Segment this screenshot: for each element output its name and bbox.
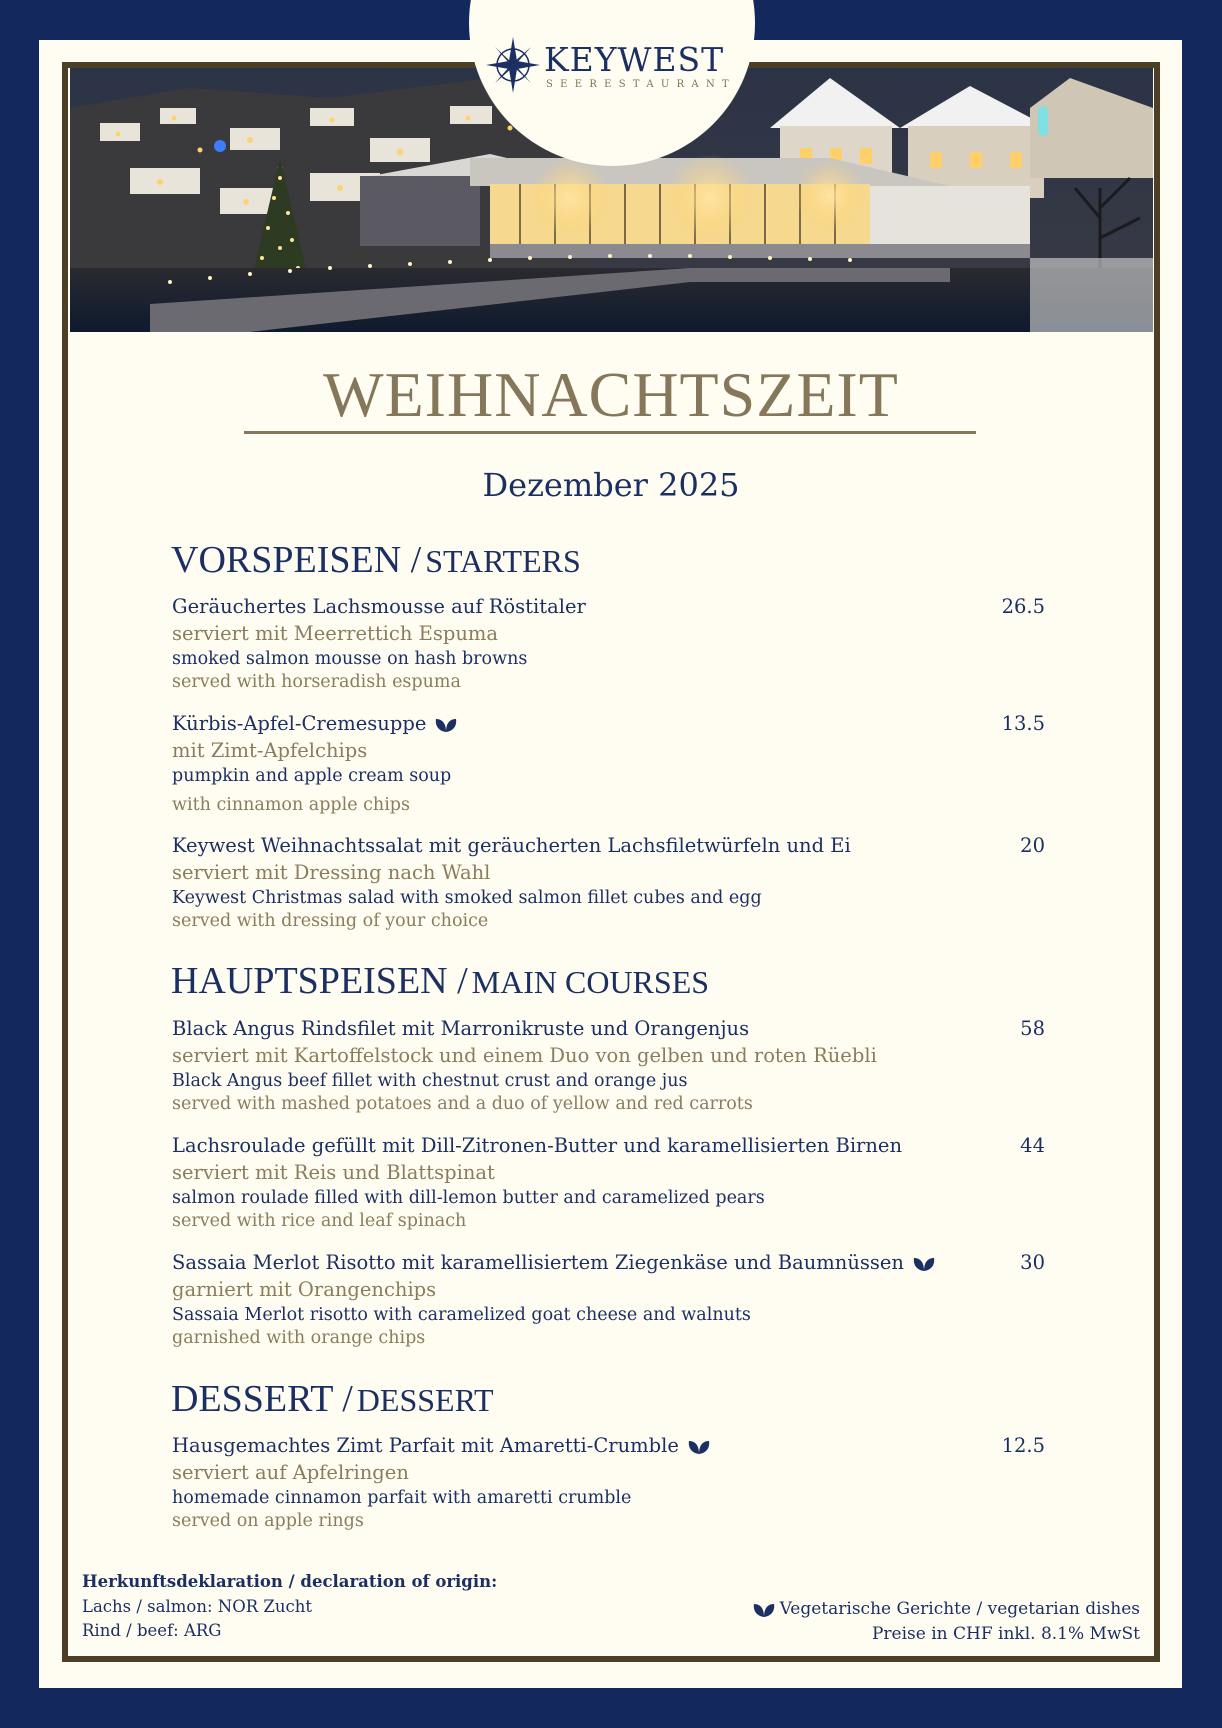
item-desc-en: with cinnamon apple chips (172, 795, 410, 815)
item-price: 12.5 (1001, 1434, 1045, 1457)
item-name-en: pumpkin and apple cream soup (172, 766, 452, 786)
item-desc-en: served with dressing of your choice (172, 911, 489, 931)
item-name-de-row (172, 712, 458, 735)
item-price: 13.5 (1001, 712, 1045, 735)
vegetarian-leaf-icon (434, 717, 458, 733)
item-desc-en: served with horseradish espuma (172, 672, 461, 692)
origin-line: Rind / beef: ARG (82, 1621, 222, 1640)
item-desc-de: mit Zimt-Apfelchips (172, 739, 368, 762)
vegetarian-leaf-icon (687, 1439, 711, 1455)
item-desc-de: serviert mit Dressing nach Wahl (172, 861, 491, 884)
section-heading-dessert (171, 1377, 494, 1421)
vegetarian-legend-row (752, 1597, 1140, 1622)
brand-tagline: SEERESTAURANT (546, 79, 736, 90)
section-heading-en: MAIN COURSES (471, 964, 710, 1000)
item-price: 44 (1020, 1134, 1045, 1157)
item-name-de: Keywest Weihnachtssalat mit geräucherten Lachsfiletwürfeln und Ei (172, 834, 851, 857)
item-name-de: Sassaia Merlot Risotto mit karamellisiertem Ziegenkäse und Baumnüssen (172, 1251, 904, 1274)
compass-rose-icon (484, 34, 542, 96)
item-desc-de: serviert mit Meerrettich Espuma (172, 622, 498, 645)
item-desc-de: serviert mit Reis und Blattspinat (172, 1161, 495, 1184)
item-name-de: Black Angus Rindsfilet mit Marronikruste und Orangenjus (172, 1017, 750, 1040)
section-heading-starters (171, 538, 581, 582)
brand-name: KEYWEST (544, 40, 725, 79)
item-desc-de: serviert mit Kartoffelstock und einem Duo von gelben und roten Rüebli (172, 1044, 877, 1067)
item-name-en: smoked salmon mousse on hash browns (172, 649, 528, 669)
item-name-en: Black Angus beef fillet with chestnut crust and orange jus (172, 1071, 688, 1091)
section-heading-main-courses (171, 959, 709, 1003)
item-desc-en: served with mashed potatoes and a duo of yellow and red carrots (172, 1094, 753, 1114)
price-note: Preise in CHF inkl. 8.1% MwSt (871, 1624, 1140, 1644)
footer-legend (752, 1597, 1140, 1647)
menu-title: WEIHNACHTSZEIT (323, 359, 899, 430)
item-desc-de: garniert mit Orangenchips (172, 1278, 437, 1301)
item-desc-de: serviert auf Apfelringen (172, 1461, 409, 1484)
item-name-en: homemade cinnamon parfait with amaretti crumble (172, 1488, 632, 1508)
section-heading-en: DESSERT (356, 1382, 494, 1418)
menu-subtitle: Dezember 2025 (482, 466, 740, 504)
item-desc-en: garnished with orange chips (172, 1328, 426, 1348)
item-price: 30 (1020, 1251, 1045, 1274)
vegetarian-leaf-icon (912, 1256, 936, 1272)
vegetarian-legend: Vegetarische Gerichte / vegetarian dishes (779, 1599, 1140, 1619)
origin-declaration (82, 1570, 497, 1644)
section-heading-de: HAUPTSPEISEN / (171, 960, 468, 1002)
section-heading-de: VORSPEISEN / (171, 539, 422, 581)
brand-logo (484, 34, 740, 96)
item-price: 20 (1020, 834, 1045, 857)
item-desc-en: served with rice and leaf spinach (172, 1211, 467, 1231)
origin-line: Lachs / salmon: NOR Zucht (82, 1596, 312, 1616)
item-price: 58 (1020, 1017, 1045, 1040)
item-name-de: Kürbis-Apfel-Cremesuppe (172, 712, 427, 735)
item-price: 26.5 (1001, 595, 1045, 618)
vegetarian-leaf-icon (752, 1602, 776, 1618)
item-name-de-row (172, 1434, 711, 1457)
item-name-de-row (172, 1251, 936, 1274)
item-name-en: Sassaia Merlot risotto with caramelized goat cheese and walnuts (172, 1305, 751, 1325)
item-desc-en: served on apple rings (172, 1511, 364, 1531)
section-heading-en: STARTERS (425, 543, 581, 579)
item-name-en: Keywest Christmas salad with smoked salmon fillet cubes and egg (172, 888, 762, 908)
title-divider (244, 431, 976, 434)
origin-heading: Herkunftsdeklaration / declaration of origin: (82, 1572, 498, 1591)
item-name-en: salmon roulade filled with dill-lemon butter and caramelized pears (172, 1188, 765, 1208)
section-heading-de: DESSERT / (171, 1378, 353, 1420)
item-name-de: Hausgemachtes Zimt Parfait mit Amaretti-Crumble (172, 1434, 679, 1457)
item-name-de: Geräuchertes Lachsmousse auf Röstitaler (172, 595, 586, 618)
item-name-de: Lachsroulade gefüllt mit Dill-Zitronen-Butter und karamellisierten Birnen (172, 1134, 903, 1157)
